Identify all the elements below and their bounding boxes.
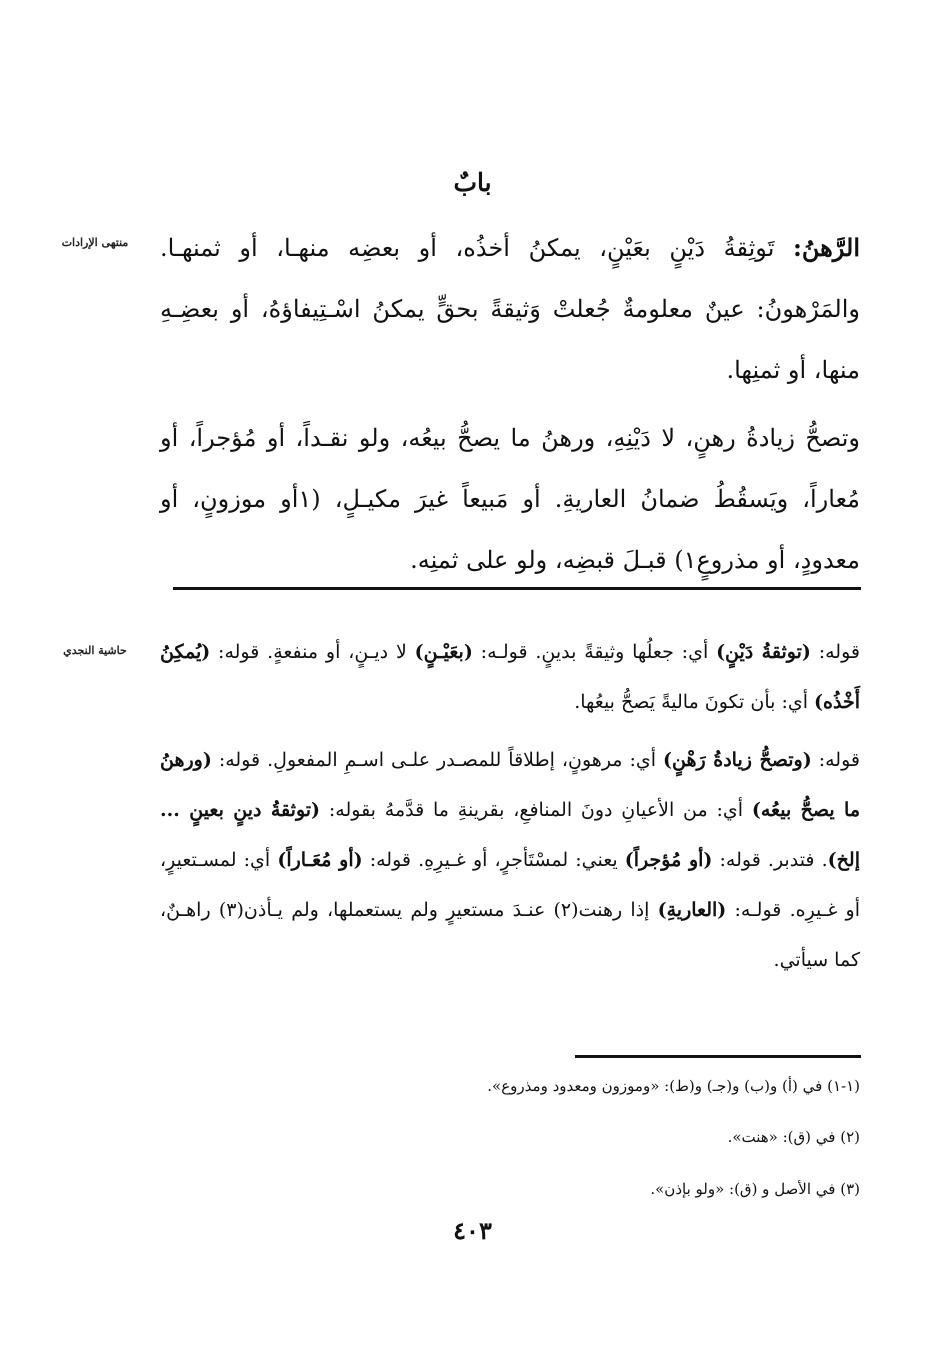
main-paragraph-rulings: وتصحُّ زيادةُ رهنٍ، لا دَيْنِهِ، ورهنُ ما يصحُّ بيعُه، ولو نقـداً، أو مُؤجراً، أو مُعاراً، ويَسقُطُ ضمانُ العاريةِ. أو مَبيعاً غيرَ مكيـلٍ، (١أو موزونٍ، أو معدودٍ، أو مذروعٍ١) قبـلَ قبضِه، ولو على ثمنِه. — [160, 424, 860, 574]
main-paragraph-definition — [160, 217, 860, 401]
quoted-phrase: (يُمكِنُ أَخْذُه) — [160, 641, 860, 713]
commentary-text: لا ديـنٍ، أو منفعةٍ. قوله: — [210, 641, 415, 663]
quoted-phrase: (ورهنُ ما يصحُّ بيعُه) — [160, 749, 861, 821]
commentary-text: أي: من الأعيانِ دونَ المنافعِ، بقرينةِ ما قدَّمهُ بقوله: — [320, 799, 752, 821]
footnote-divider — [575, 1055, 861, 1058]
commentary-text: أي: لمسـتعيرٍ، أو غـيرِه. قولـه: — [160, 849, 860, 921]
quoted-phrase: (بعَيْـنٍ) — [414, 641, 473, 663]
commentary-text: قوله: — [811, 749, 860, 771]
commentary-paragraph-2 — [160, 735, 860, 985]
margin-label-source-text: منتهى الإرادات — [61, 236, 129, 249]
quoted-phrase: (أو مُؤجراً) — [624, 849, 713, 871]
quoted-phrase: (العاريةِ) — [657, 899, 727, 921]
commentary-text: أي: مرهونٍ، إطلاقاً للمصـدر علـى اسـمِ المفعولِ. قوله: — [211, 749, 664, 771]
commentary-paragraph-1 — [160, 627, 860, 727]
commentary-text: إذا رهنت(٢) عنـدَ مستعيرٍ ولم يستعملها، ولم يـأذن(٣) راهـنٌ، كما سيأتي. — [160, 899, 860, 971]
defined-term: الرَّهنُ: — [792, 233, 860, 262]
quoted-phrase: (توثقةُ دينٍ بعينٍ ... إلخ) — [160, 799, 860, 871]
footnote-1: (١-١) في (أ) و(ب) و(جـ) و(ط): «وموزون ومعدود ومذروع». — [487, 1077, 860, 1095]
commentary-text: أي: جعلُها وثيقةً بدينٍ. قولـه: — [472, 641, 717, 663]
quoted-phrase: (توثقةُ دَيْنٍ) — [716, 641, 811, 663]
chapter-title: بابٌ — [453, 168, 492, 197]
quoted-phrase: (أو مُعَـاراً) — [277, 849, 363, 871]
footnote-2: (٢) في (ق): «هنت». — [727, 1128, 860, 1146]
commentary-text: يعني: لمسْتَأجرٍ، أو غـيرِهِ. قوله: — [362, 849, 625, 871]
page-number: ٤٠٣ — [453, 1216, 492, 1245]
commentary-text: قوله: — [810, 641, 860, 663]
quoted-phrase: (وتصحُّ زيادةُ رَهْنٍ) — [663, 749, 812, 771]
commentary-text: أي: بأن تكونَ ماليةً يَصحُّ بيعُها. — [574, 691, 815, 713]
section-divider — [173, 587, 861, 590]
definition-text: تَوثِقةُ دَيْنٍ بعَيْنٍ، يمكنُ أخذُه، أو بعضِه منهـا، أو ثمنهـا. والمَرْهونُ: عينٌ معلومةٌ جُعلتْ وَثيقةً بحقٍّ يمكنُ اسْـتِيفاؤهُ، أو بعضِـهِ منها، أو ثمنِها. — [160, 234, 860, 384]
margin-label-commentary: حاشية النجدي — [63, 644, 127, 657]
commentary-text: . فتدبر. قوله: — [712, 849, 828, 871]
footnote-3: (٣) في الأصل و (ق): «ولو بإذن». — [650, 1180, 860, 1198]
